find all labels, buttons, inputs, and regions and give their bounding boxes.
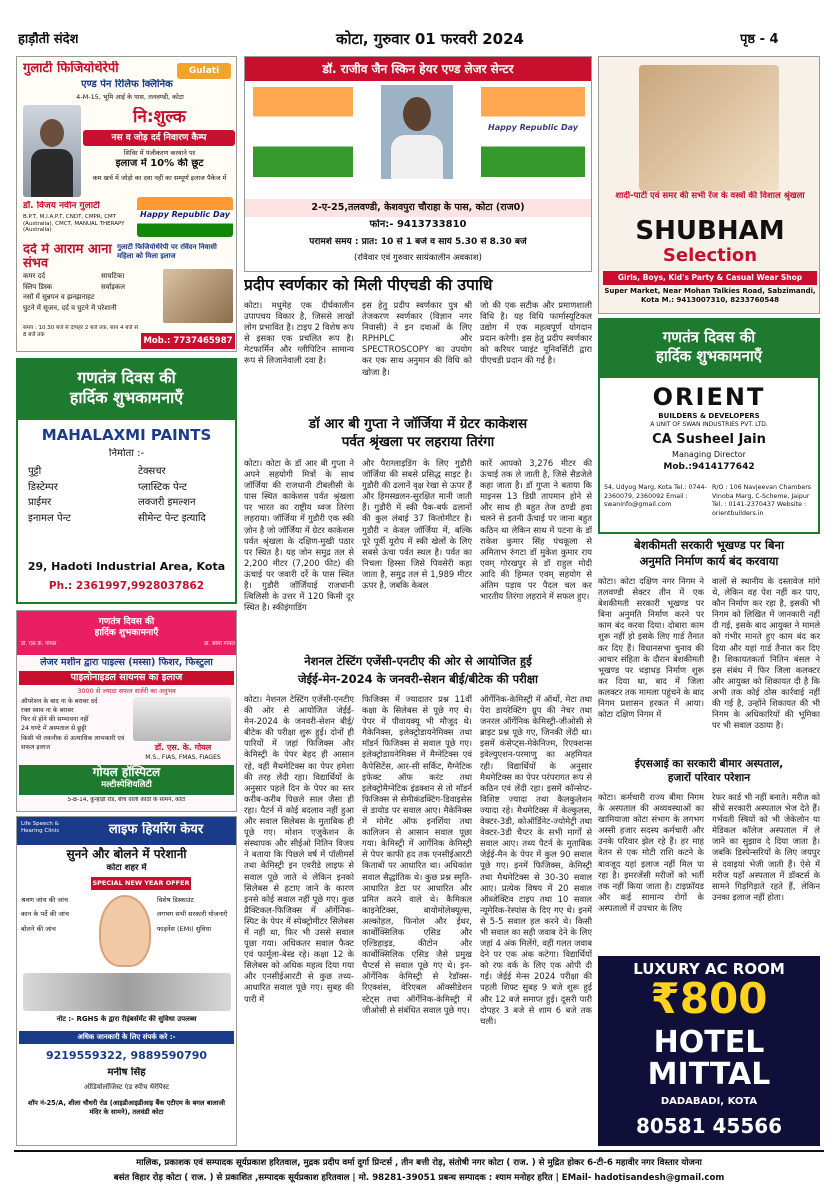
- republic-banner: [137, 197, 233, 237]
- ailment-item: नसों में सुन्नपन व झनझनाहट: [23, 293, 95, 301]
- article-phd-headline: प्रदीप स्वर्णकार को मिली पीएचडी की उपाधि: [244, 276, 493, 294]
- shubham-photo: [639, 65, 779, 191]
- shubham-tagline: शादी-पार्टी एवं समर की सभी रेंज के वस्त्रों की विशाल श्रृंखला: [615, 191, 805, 201]
- product-item: इनामल पेन्ट: [28, 512, 71, 524]
- clinic-photo: [163, 269, 233, 323]
- article-land-headline2: अनुमति निर्माण कार्य बंद करवाया: [639, 554, 779, 568]
- gulati-doctor-name: डॉ. विजय नवीन गुलाटी: [23, 201, 100, 211]
- discount: इलाज में 10% की छूट: [115, 158, 204, 169]
- article-land-col2: वालों से स्थानीय के दस्तावेज मांगे थे, लेकिन वह पेश नहीं कर पाए, कौन निर्माण कर रहा है, इसकी भी निगम को लिखित में जानकारी नहीं दी गई, इसके बाद आयुक्त ने मामले को गंभीर मानते हुए काम बंद कर दिया और यहां गार्ड तैनात कर दिए हैं। शिकायतकर्ता नितिन बंसल ने इस संबंध में फिर जिला कलक्टर और आयुक्त को शिकायत दी है कि अभी तक कोई ठोस कार्रवाई नहीं की गई है, उन्होंने शिकायत की भी निगम के अधिकारियों की भूमिका पर भी सवाल उठाया है।: [712, 576, 820, 731]
- footer-line1: मालिक, प्रकाशक एवं सम्पादक सूर्यप्रकाश हरितवाल, मुद्रक प्रदीप वर्मा दुर्गा प्रिन्टर्स , तीन बत्ती रोड़, संतोषी नगर कोटा ( राज. ) से मुद्रित होकर 6-टी-6 महावीर नगर विस्तार योजना: [136, 1158, 702, 1168]
- shubham-name2: Selection: [662, 245, 758, 266]
- shubham-name: SHUBHAM: [635, 216, 785, 246]
- skin-title: डॉ. राजीव जैन स्किन हेयर एण्ड लेजर सेन्टर: [245, 57, 591, 81]
- ailment-item: घुटने में सूजन, दर्द व घुटने में परेशानी: [23, 303, 117, 312]
- skin-phone: 9413733810: [396, 219, 467, 230]
- hearing-aids-image: [23, 973, 231, 1011]
- ear-graphic: [99, 895, 151, 967]
- article-jee-col2: फिजिक्स में ज्यादातर प्रश्न 11वीं कक्षा के सिलेबस से पूछे गए थे। पेपर में पीवायक्यू भी मौजूद थे। मैकेनिक्स, इलेक्ट्रोडायनेमिक्स तथा मॉडर्न फिजिक्स से सवाल पूछे गए। इलेक्ट्रोडायनेमिक्स में मैग्नेटिक्स एवं कैपेसिटेंस, आर-सी सर्किट, मैग्नेटिक इफेक्ट ऑफ करंट तथा इलेक्ट्रोमैग्नेटिक इंडक्शन से तो मॉडर्न फिजिक्स से सेमीकंडक्टिंग-डिवाइसेस से डायोड पर सवाल आए। मैकेनिक्स में मोमेंट ऑफ इनर्शिया तथा कालिजन से आसान सवाल पूछा गया। केमिस्ट्री में आर्गेनिक केमिस्ट्री से पेपर काफी हद तक एनसीईआरटी किताबों पर आधारित था। अधिकांश सवाल सैद्धांतिक थे। कुछ प्रश्न स्मृति-आधारित डेटा पर आधारित और प्रमित करने वाले थे। कैमिकल काइनेटिक्स, बायोमोलेक्यूल्स, अल्कोहल, फिनोल और ईथर, कार्बोक्सिलिक एसिड और एल्डिहाइड, कीटोन और कार्बोक्सिलिक एसिड जैसे प्रमुख चैप्टर्स से सवाल पूछे गए थे। इन-ऑर्गेनिक केमिस्ट्री से रेडॉक्स-रिएक्शंस, वेरिएबल ऑक्सीडेशन स्टेट्स तथा ऑर्गेनिक-केमिस्ट्री में जीओसी से संबंधित सवाल पूछे गए।: [362, 694, 472, 1015]
- service-item: फाइनेंस (EMI) सुविधा: [157, 924, 212, 933]
- skin-banner-left: [253, 87, 353, 177]
- hospital-doc2: डॉ. सीमा गोयल: [204, 641, 235, 647]
- orient-mobile: Mob.:9414177642: [663, 462, 755, 472]
- laser-machine-image: [133, 697, 231, 741]
- ailment-item: सर्वाइकल: [101, 282, 125, 291]
- product-item: प्लास्टिक पेन्ट: [138, 481, 187, 493]
- hospital-doc1: डॉ. एस.के. गोयल: [21, 641, 57, 647]
- hearing-phone: 9219559322, 9889590790: [45, 1049, 208, 1062]
- orient-sub2: A UNIT OF SWAN INDUSTRIES PVT. LTD.: [650, 421, 768, 428]
- article-esi: [598, 758, 820, 952]
- hospital-greet2: हार्दिक शुभकामनाएँ: [94, 628, 159, 639]
- mahalaxmi-company: MAHALAXMI PAINTS: [41, 426, 212, 444]
- article-esi-col1: कोटा। कर्मचारी राज्य बीमा निगम के अस्पताल की अव्यवस्थाओं का खामियाजा कोटा संभाग के लगभग अस्सी हजार सदस्य कर्मचारी और उनके परिवार झेल रहे हैं। हर माह वेतन से एक मोटी राशि कटने के बावजूद यहां इलाज नहीं मिल पा रहा है। इमरजेंसी मरीजों को भर्ती तक नहीं किया जाता है। टाइफ़ॉयड और कई सामान्य रोगों के अस्पतालों में उपचार के लिए: [598, 792, 704, 913]
- skin-timing-note: (रविवार एवं गुरुवार सायंकालीन अवकाश): [354, 253, 482, 263]
- hotel-address: DADABADI, KOTA: [660, 1096, 758, 1107]
- product-item: सीमेन्ट पेन्ट इत्यादि: [138, 512, 206, 524]
- header-date: कोटा, गुरुवार 01 फरवरी 2024: [336, 30, 524, 48]
- camp-name: नस व जोड़ दर्द निवारण कैम्प: [83, 130, 235, 146]
- orient-greeting-line2: हार्दिक शुभकामनाएँ: [655, 346, 763, 365]
- republic-text: Happy Republic Day: [140, 210, 230, 219]
- article-jee: [244, 654, 592, 1144]
- ad-skin-center: [244, 56, 592, 272]
- service-item: श्रवण जांच की जांच: [21, 896, 69, 904]
- gulati-degrees: B.P.T, M.I.A.P.T, CNDT, CMPR, CMT (Australia), CMCT, MANUAL THERAPY (Australia): [23, 214, 125, 234]
- article-gupta-col3: कारें आपको 3,276 मीटर की ऊंचाई तक ले जाती है, जिसे सैडजेले कहा जाता है। डॉ गुप्ता ने बताया कि माइनस 13 डिग्री तापमान होने से और साथ ही बहुत तेज ठण्डी हवा चलने से इतनी ऊँचाई पर जाना बहुत कठिन था लेकिन साथ में पटना के डॉ राकेश कुमार सिंह पंचकूला से अमिताभ रुंगटा डॉ मुकेश कुमार राय एवम् गोरखपुर से डॉ राहुल मोदी आदि की हिम्मत एवम् सहयोग से अंतिम पड़ाव पर पैदल चल कर भारतीय तिरंगा लहराने में सफल हुए।: [480, 458, 592, 602]
- hearing-services-right: [157, 893, 235, 936]
- article-phd-col1: कोटा। मधुमेह एक दीर्घकालीन उपापचय विकार है, जिससे लाखों लोग प्रभावित है। टाइप 2 विशेष रूप से इसका एक प्रचलित रूप है। मेटफार्मिन और ग्लीपिटिन सामान्य रूप से लिजानेवाली दवा है।: [244, 300, 354, 366]
- hospital-degrees: M.S., FIAS, FMAS, FIAGES: [145, 754, 221, 761]
- product-item: लक्जरी इमल्शन: [138, 497, 196, 508]
- hospital-name-band: [19, 765, 234, 795]
- hearing-address: शॉप नं-25/A, शीला चौधरी रोड (आइडीआइडीआइ बैंक एटीएम के बगल बालाजी मंदिर के सामने), तलवंडी कोटा: [27, 1099, 226, 1117]
- article-land: [598, 538, 820, 754]
- hearing-role: ऑडियोलॉजिस्ट एंड स्पीच थैरेपिस्ट: [83, 1083, 170, 1091]
- article-jee-headline1: नेशनल टेस्टिंग एजेंसी-एनटीए की ओर से आयोजित हुई: [304, 654, 532, 668]
- benefit-item: ऑपरेशन के बाद ना के बराबर दर्द: [21, 698, 98, 705]
- mahalaxmi-maker: निर्माता :-: [108, 448, 145, 459]
- article-gupta: [244, 416, 592, 650]
- product-item: टेक्सचर: [138, 466, 166, 477]
- ad-shubham-selection: [598, 56, 820, 314]
- hospital-name2: मल्टीस्पेशियलिटी: [101, 780, 152, 790]
- article-gupta-headline1: डॉ आर बी गुप्ता ने जॉर्जिया में ग्रेटर काकेशस: [308, 416, 528, 432]
- hearing-services-left: [21, 893, 93, 936]
- article-land-col1: कोटा। कोटा दक्षिण नगर निगम ने तलवण्डी सेक्टर तीन में एक बेशकीमती सरकारी भूखण्ड पर बिना अनुमति निर्माण करने पर काम बंद करवा दिया। दोबारा काम शुरू नहीं हो इसके लिए गार्ड तैनात कर दिए हैं। विधानसभा चुनाव की आचार संहिता के दौरान बेशकीमती भूखण्ड पर धड़ाधड़ निर्माण शुरू कर दिया था, बाद में जिला कलक्टर तक मामला पहुंचने के बाद निगम प्रशासन हरकत में आया। कोटा दक्षिण निगम में: [598, 576, 704, 720]
- mahalaxmi-address: 29, Hadoti Industrial Area, Kota: [27, 560, 226, 573]
- benefit-item: 24 घण्टे में अस्पताल से छुट्टी: [21, 725, 87, 733]
- skin-address: 2-ए-25,तलवण्डी, केशवपुरा चौराहा के पास, कोटा (राज0): [245, 199, 591, 217]
- orient-greeting-line1: गणतंत्र दिवस की: [662, 328, 756, 346]
- footer-line2: बसंत विहार रोड़ कोटा ( राज. ) से प्रकाशित ,सम्पादक सूर्यप्रकाश हरितवाल | मो. 98281-39051 प्रबन्ध सम्पादक : श्याम मनोहर हरित | EMail- hadotisandesh@gmail.com: [113, 1172, 725, 1183]
- skin-phone-row: [245, 219, 591, 232]
- benefit-item: रक्त स्त्राव ना के बराबर: [21, 707, 74, 715]
- service-item: लगभग सभी सरकारी योजनाएँ: [157, 910, 228, 919]
- hearing-person: मनीष सिंह: [107, 1067, 146, 1078]
- hospital-doctor: डॉ. एस. के. गोयल: [154, 743, 212, 752]
- product-item: डिस्टेम्पर: [28, 481, 58, 493]
- orient-sub1: BUILDERS & DEVELOPERS: [658, 412, 760, 420]
- hotel-price: ₹800: [650, 978, 768, 1020]
- product-item: पुट्टी: [28, 466, 42, 477]
- ad-mahalaxmi-paints: [16, 358, 237, 604]
- product-item: प्राईमर: [28, 497, 52, 508]
- gulati-title: गुलाटी फिजियोथेरेपी: [23, 61, 119, 76]
- orient-person: CA Susheel Jain: [652, 432, 766, 447]
- gulati-logo: Gulati: [177, 63, 231, 79]
- hearing-contact-label: अधिक जानकारी के लिए संपर्क करे :-: [19, 1031, 234, 1044]
- ad-goyal-hospital: [16, 610, 237, 812]
- gulati-subtitle: एण्ड पेन रिलिफ क्लिनिक: [81, 79, 173, 90]
- orient-address-right: R/O : 106 Navjeevan Chambers Vinoba Marg, C-Scheme, Jaipur Tel. : 0141-2370437 Website : orientbuilders.in: [712, 484, 812, 517]
- free-label: नि:शुल्क: [133, 107, 186, 127]
- hospital-name1: गोयल हॉस्पिटल: [92, 765, 161, 779]
- mahalaxmi-phone: Ph.: 2361997,9928037862: [48, 580, 205, 592]
- ailment-item: सायटिका: [101, 272, 125, 280]
- ad-gulati-physio: [16, 56, 237, 352]
- service-item: बोलने की जांच: [21, 924, 56, 933]
- gulati-timing: समय : 10.30 बजे से दोपहर 2 बजे तक, सांय 4 बजे से 8 बजे तक: [23, 325, 138, 338]
- hearing-title: लाइफ हियरिंग केयर: [108, 822, 204, 837]
- shubham-address: Super Market, Near Mohan Talkies Road, Sabzimandi, Kota M.: 9413007310, 8233760548: [604, 287, 816, 304]
- paper-name: हाड़ौती संदेश: [18, 32, 79, 47]
- article-gupta-col1: कोटा। कोटा के डॉ आर बी गुप्ता ने अपने सहयोगी मित्रों के साथ जॉर्जिया की राजधानी टीबलीसी के पास स्थित काकेशस पर्वत श्रृंखला पर भारत का राष्ट्रीय ध्वज तिरंगा लहराया। जॉर्जिया में गुडौरी एक स्की ज़ोन है जो जॉर्जिया में ग्रेटर काकेशस पर्वत श्रृंखला के दक्षिण-मुखी पठार पर स्थित है। यह जोन समुद्र तल से 2,200 मीटर (7,200 फीट) की ऊंचाई पर जवारी दर्रे के पास स्थित है। गुडौरी जॉर्जियाई राजधानी त्बिलिसी के उत्तर में 120 किमी दूर स्थित है। स्कीइंगाडिंग: [244, 458, 354, 613]
- hospital-title: लेजर मशीन द्वारा पाइल्स (मस्सा) फिशर, फिस्टुला: [40, 657, 213, 668]
- article-phd: [244, 276, 592, 414]
- orient-designation: Managing Director: [672, 450, 746, 459]
- hearing-city: कोटा शहर में: [106, 863, 147, 873]
- camp-note: शिविर में पंजीकरण करवाने पर: [123, 149, 196, 157]
- page-header: [0, 0, 837, 50]
- ad-orient-builders: [598, 318, 820, 534]
- hotel-name1: HOTEL: [653, 1028, 765, 1058]
- shubham-category: Girls, Boys, Kid's Party & Casual Wear Shop: [603, 271, 817, 285]
- pain-title: दर्द में आराम आना संभव: [23, 243, 112, 272]
- mahalaxmi-greeting: [18, 360, 235, 420]
- sub-note: कम खर्च में जोड़ो का दवा नहीं का सम्पूर्ण इलाज पैकेज में: [92, 174, 227, 182]
- hearing-header: [17, 817, 236, 845]
- article-gupta-headline2: पर्वत श्रृंखला पर लहराया तिरंगा: [341, 434, 495, 450]
- orient-greeting: [600, 320, 818, 378]
- article-land-headline1: बेशकीमती सरकारी भूखण्ड पर बिना: [634, 538, 784, 552]
- article-phd-col3: जो की एक सटीक और प्रमाणशाली विधि है। यह विधि फार्मास्यूटिकल उद्योग में एक महत्वपूर्ण योगदान प्रदान करेगी। इस हेतु प्रदीप स्वर्णकार को करियर प्वाइंट यूनिवर्सिटी द्वारा पीएचडी प्रदान की गई है।: [480, 300, 592, 366]
- gulati-address: 4-M-15, भूमि आई के पास, तलवण्डी, कोटा: [76, 93, 184, 101]
- service-item: कान के पर्दे की जांच: [21, 910, 69, 919]
- orient-address-left: 54, Udyog Marg, Kota Tel.: 0744-2360079, 2360092 Email : swaninfo@gmail.com: [604, 484, 707, 508]
- hospital-address: 5-B-14, कुन्हाड़ी रोड, बीच वाली कोठी के सामने, कोटा: [67, 797, 186, 803]
- ailment-list-right: [101, 271, 161, 292]
- hotel-line1: LUXURY AC ROOM: [633, 960, 785, 978]
- ad-hotel-mittal: [598, 956, 820, 1146]
- article-esi-headline1: ईएसआई का सरकारी बीमार अस्पताल,: [634, 758, 784, 770]
- benefit-item: फिर से होने की सम्भावना नहीं: [21, 716, 89, 724]
- pain-note: गुलाटी फिजियोथेरेपी पर रविंदन निवासी महिला को मिला इलाज: [117, 243, 217, 260]
- ad-hearing-care: [16, 816, 237, 1146]
- gulati-mobile: Mob.: 7737465987: [141, 333, 235, 349]
- hospital-greeting: [17, 611, 236, 655]
- product-list: [28, 464, 233, 526]
- hospital-benefits: [21, 697, 129, 752]
- hearing-note: नोट :- RGHS के द्वारा रीइंबर्समेंट की सुविधा उपलब्ध: [56, 1015, 197, 1023]
- greeting-line1: गणतंत्र दिवस की: [77, 368, 176, 387]
- article-jee-col3: ऑर्गेनिक-केमिस्ट्री में ऑर्थो, मेटा तथा पेरा डायरेक्टिंग ग्रुप की नेचर तथा जनरल ऑर्गेनिक केमिस्ट्री-जीओसी से ब्राइट प्रश्न पूछे गए, जिनकी लेंदी था। इसमें कंसेप्ट्स-मेकेनिज्म, रिएक्शन्स इवेल्युएशन-परमाणु का अहमियत रही। विद्यार्थियों के अनुसार मैथमेटिक्स का पेपर परंपरागत रूप से कठिन एवं लेंदी रहा। इसमें कॉन्सेप्ट-विशिष्ट ज्यादा तथा कैलकुलेशन ज्यादा रहे। मैथमेटिक्स में केल्कुलस, वेक्टर-3डी, कोऑर्डिनेट-ज्योमेट्री तथा वेक्टर-3डी चैप्टर के सभी मार्गों से सवाल आए। तथ्य पैटर्न के मुताबिक जेईई-मैन के पेपर में कुल 90 सवाल पूछे गए। इनमें फिजिक्स, केमिस्ट्री तथा मैथमेटिक्स से 30-30 सवाल आए। प्रत्येक विषय में 20 सवाल ऑब्जेक्टिव टाइप तथा 10 सवाल न्यूमेरिक-रेस्पांस के दिए गए थे। इनमें से 5-5 सवाल हल करने थे। किसी भी सवाल का सही जवाब देने के लिए जहां 4 अंक मिलेंगे, वहीं गलत जवाब देने पर एक अंक कटेगा। विद्यार्थियों को रफ वर्क के लिए एक ओपी दी गई। जेईई मेन्स 2024 परीक्षा की पहली शिफ्ट सुबह 9 बजे शुरू हुई और 12 बजे समाप्त हुई। दूसरी पारी दोपहर 3 बजे से शाम 6 बजे तक चली।: [480, 694, 592, 1026]
- skin-republic-text: Happy Republic Day: [488, 123, 578, 132]
- skin-doctor-photo: [381, 85, 453, 179]
- greeting-line2: हार्दिक शुभकामनाएँ: [69, 388, 184, 407]
- ailment-item: कमर दर्द: [23, 272, 46, 280]
- hospital-note: 3000 से ज्यादा सफल सर्जरी का अनुभव: [77, 687, 176, 695]
- hearing-top-left: Life Speech & Hearing Clinic: [21, 821, 60, 834]
- article-esi-col2: रेफर कार्ड भी नहीं बनाते। मरीज को सीधे सरकारी अस्पताल भेज देते हैं। गर्भवती स्त्रियों को भी जेकेलोन या मेडिकल कॉलेज अस्पताल में ले जाने का सुझाव दे दिया जाता है। जबकि डिस्पेन्सरियों के लिए जयपुर से दवाइयां भेजी जाती हैं। ऐसे में मरीज यहाँ अस्पताल में डॉक्टर्स के सामने गिड़गिड़ाते रहते हैं, लेकिन उनका इलाज नहीं होता।: [712, 792, 820, 902]
- orient-company: ORIENT: [652, 383, 766, 411]
- ailment-item: स्लिप डिस्क: [23, 282, 53, 291]
- skin-phone-label: फोन:-: [369, 219, 394, 230]
- hearing-offer: SPECIAL NEW YEAR OFFER: [91, 877, 191, 890]
- doctor-photo: [23, 105, 81, 197]
- article-jee-headline2: जेईई-मेन-2024 के जनवरी-सेशन बीई/बीटेक की परीक्षा: [297, 672, 539, 686]
- hotel-phone: 80581 45566: [635, 1114, 783, 1138]
- hospital-subtitle: पाइलोनाइडल सायनस का इलाज: [19, 671, 234, 685]
- article-esi-headline2: हजारों परिवार परेशान: [667, 772, 751, 784]
- hearing-subtitle: सुनने और बोलने में परेशानी: [66, 847, 187, 861]
- hospital-greet1: गणतंत्र दिवस की: [98, 617, 155, 627]
- page-number: पृष्ठ - 4: [740, 32, 779, 47]
- hotel-name2: MITTAL: [647, 1060, 771, 1090]
- article-phd-col2: इस हेतु प्रदीप स्वर्णकार पुत्र श्री तेजकरण स्वर्णकार (विज्ञान नगर निवासी) ने इन दवाओं के लिए RPHPLC और SPECTROSCOPY का उपयोग कर एक साथ अनुमान की विधि को खोजा है।: [362, 300, 472, 377]
- benefit-item: किसी भी तकनीक से अत्याधिक लाभकारी एवं सफल इलाज: [21, 734, 125, 751]
- skin-banner-right: [481, 87, 585, 177]
- page-footer: [14, 1150, 824, 1196]
- skin-timing: परामर्श समय : प्रात: 10 से 1 बजे व सायं 5.30 से 8.30 बजे: [309, 237, 527, 247]
- service-item: विशेष डिस्काउंट: [157, 896, 194, 904]
- article-gupta-col2: और पैराग्लाइडिंग के लिए गुडौरी जॉर्जिया की सबसे प्रसिद्ध साइट है। गुडौरी की ढलानें वृक्ष रेखा से ऊपर हैं और हिमस्खलन-सुरक्षित मानी जाती हैं। गुडौरी में स्की पैक-बर्फ ढलानों की कुल लंबाई 37 किलोमीटर है। गुडौरी न केवल जॉर्जिया में, बल्कि पूरे पूर्वी यूरोप में स्की खेलों के लिए सबसे ऊंचा पर्वत स्थल है। पर्वत का निचला हिस्सा जिसे पिवसेरी कहा जाता है, समुद्र तल से 1,989 मीटर ऊपर है, जबकि केबल: [362, 458, 472, 591]
- article-jee-col1: कोटा। नेशनल टेस्टिंग एजेंसी-एनटीए की ओर से आयोजित जेईई-मेन-2024 के जनवरी-सेशन बीई/बीटेक की परीक्षा शुरू हुई। दोनों ही पारियों में जहां फिजिक्स और केमिस्ट्री के पेपर बेहद ही आसान रहे, वहीं मैथमेटिक्स का पेपर हमेशा की तरह लेंदी रहा। विद्यार्थियों के अनुसार पहले दिन के पेपर का स्तर करीब-करीब पिछले साल जैसा ही रहा। पैटर्न में कोई बदलाव नहीं हुआ और सवाल सिलेबस के मुताबिक ही पूछे गए। मोशन एजुकेशन के संस्थापक और सीईओ नितिन विजय ने बताया कि पिछले वर्ष में पॉलीमर्स तथा केमिस्ट्री इन एवरीडे लाइफ से सवाल पूछे जाते थे लेकिन इनको सिलेबस से हटाए जाने के कारण इनसे कोई सवाल नहीं पूछे गए। कुछ प्रैक्टिकल-फिजिक्स में ऑर्गेनिक-स्पिट के पेपर में स्पेक्ट्रोमीटर सिलेबस में नहीं था, फिर भी उससे सवाल पूछा गया। अधिकतर सवाल फैक्ट एवं फार्मूला-बेस्ड रहे। कक्षा 12 के सिलेबस को अधिक महत्व दिया गया और एनसीईआरटी से कुछ तथ्य-आधारित सवाल पूछे गए। सुबह की पारी में: [244, 694, 354, 1004]
